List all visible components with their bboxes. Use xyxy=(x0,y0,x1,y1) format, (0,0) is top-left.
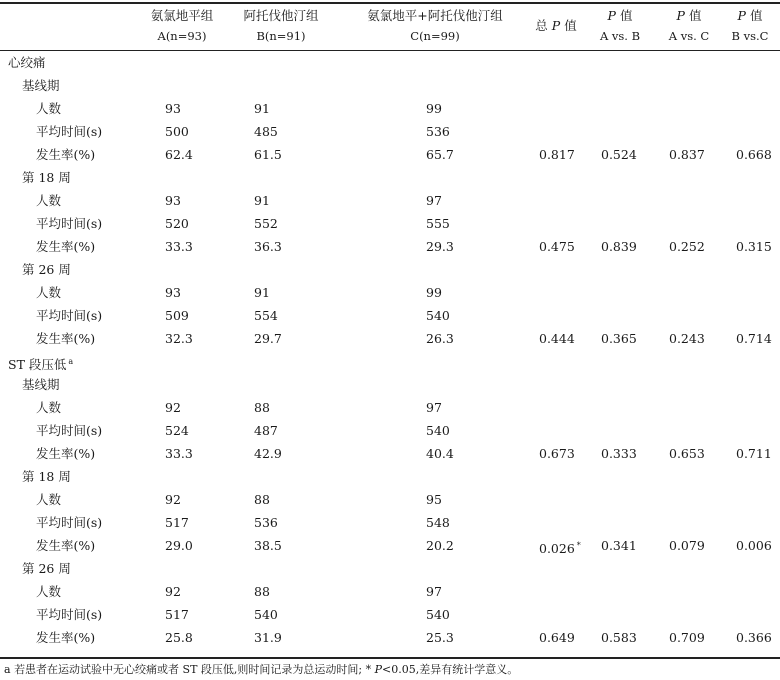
table-row xyxy=(0,258,780,281)
cell-b: 61.5 xyxy=(254,147,282,162)
cell-p-bc: 0.006 xyxy=(736,538,772,553)
cell-a: 92 xyxy=(165,584,181,599)
header-col-c xyxy=(345,6,525,46)
table-row xyxy=(0,235,780,258)
header-col-ac xyxy=(656,6,722,46)
cell-c: 97 xyxy=(426,584,442,599)
table-row xyxy=(0,511,780,534)
cell-c: 26.3 xyxy=(426,331,454,346)
cell-p-bc: 0.668 xyxy=(736,147,772,162)
cell-a: 32.3 xyxy=(165,331,193,346)
cell-c: 548 xyxy=(426,515,450,530)
header-col-p xyxy=(526,16,586,36)
table-row xyxy=(0,97,780,120)
cell-b: 91 xyxy=(254,285,270,300)
cell-p-ac: 0.709 xyxy=(669,630,705,645)
metric-label: 发生率(%) xyxy=(36,630,96,645)
cell-c: 540 xyxy=(426,607,450,622)
cell-b: 487 xyxy=(254,423,278,438)
footnote-text-1: 若患者在运动试验中无心绞痛或者 ST 段压低,则时间记录为总运动时间; xyxy=(14,663,363,676)
header-col-ac-p: P xyxy=(676,8,685,23)
cell-p-ab: 0.333 xyxy=(601,446,637,461)
header-col-ac-sub: A vs. C xyxy=(668,29,710,43)
cell-c: 97 xyxy=(426,400,442,415)
cell-b: 91 xyxy=(254,193,270,208)
cell-a: 33.3 xyxy=(165,239,193,254)
period-label: 基线期 xyxy=(22,78,60,93)
cell-a: 524 xyxy=(165,423,189,438)
table-row xyxy=(0,189,780,212)
table-row xyxy=(0,143,780,166)
header-col-ab-sub: A vs. B xyxy=(599,29,641,43)
cell-p-ab: 0.341 xyxy=(601,538,637,553)
significance-marker: * xyxy=(576,541,581,550)
cell-p-ac: 0.252 xyxy=(669,239,705,254)
header-col-p-suffix: 值 xyxy=(564,18,577,33)
metric-label: 人数 xyxy=(36,101,62,116)
table-row xyxy=(0,396,780,419)
cell-b: 31.9 xyxy=(254,630,282,645)
table-row xyxy=(0,557,780,580)
cell-a: 93 xyxy=(165,101,181,116)
cell-p-ac: 0.243 xyxy=(669,331,705,346)
cell-p-bc: 0.714 xyxy=(736,331,772,346)
header-col-a-name: 氨氯地平组 xyxy=(150,8,214,23)
metric-label: 发生率(%) xyxy=(36,147,96,162)
cell-c: 99 xyxy=(426,101,442,116)
cell-p-ab: 0.839 xyxy=(601,239,637,254)
cell-p-ac: 0.653 xyxy=(669,446,705,461)
cell-a: 29.0 xyxy=(165,538,193,553)
header-col-b-name: 阿托伐他汀组 xyxy=(243,8,319,23)
cell-b: 29.7 xyxy=(254,331,282,346)
metric-label: 发生率(%) xyxy=(36,446,96,461)
cell-p-bc: 0.366 xyxy=(736,630,772,645)
cell-p-total: 0.673 xyxy=(539,446,575,461)
metric-label: 人数 xyxy=(36,584,62,599)
cell-b: 536 xyxy=(254,515,278,530)
table-row xyxy=(0,626,780,649)
footnote-p: P xyxy=(374,663,383,676)
cell-c: 29.3 xyxy=(426,239,454,254)
metric-label: 平均时间(s) xyxy=(36,515,103,530)
cell-a: 92 xyxy=(165,400,181,415)
header-col-b xyxy=(226,6,336,46)
table-row xyxy=(0,373,780,396)
table-row xyxy=(0,488,780,511)
cell-b: 554 xyxy=(254,308,278,323)
table-row xyxy=(0,212,780,235)
metric-label: 平均时间(s) xyxy=(36,216,103,231)
cell-c: 65.7 xyxy=(426,147,454,162)
period-label: 第 26 周 xyxy=(22,262,71,277)
table-row xyxy=(0,74,780,97)
header-col-bc-sub: B vs.C xyxy=(731,29,769,43)
cell-b: 540 xyxy=(254,607,278,622)
table-row xyxy=(0,419,780,442)
footnote-star: * xyxy=(365,663,372,676)
table-row xyxy=(0,580,780,603)
table-top-rule xyxy=(0,2,780,4)
cell-p-ab: 0.583 xyxy=(601,630,637,645)
table-row xyxy=(0,350,780,373)
cell-a: 93 xyxy=(165,193,181,208)
cell-c: 40.4 xyxy=(426,446,454,461)
period-label: 第 26 周 xyxy=(22,561,71,576)
cell-a: 520 xyxy=(165,216,189,231)
table-row xyxy=(0,304,780,327)
header-col-p-prefix: 总 xyxy=(535,18,548,33)
cell-p-ac: 0.079 xyxy=(669,538,705,553)
cell-b: 485 xyxy=(254,124,278,139)
cell-a: 509 xyxy=(165,308,189,323)
header-col-ab-p: P xyxy=(607,8,616,23)
cell-b: 88 xyxy=(254,400,270,415)
cell-a: 500 xyxy=(165,124,189,139)
metric-label: 发生率(%) xyxy=(36,538,96,553)
table-row xyxy=(0,120,780,143)
cell-c: 99 xyxy=(426,285,442,300)
table-row xyxy=(0,603,780,626)
cell-p-total-value: 0.026 xyxy=(539,541,575,557)
table-row xyxy=(0,327,780,350)
cell-a: 517 xyxy=(165,607,189,622)
period-label: 第 18 周 xyxy=(22,170,71,185)
header-col-c-name: 氨氯地平+阿托伐他汀组 xyxy=(367,8,503,23)
cell-p-total: 0.649 xyxy=(539,630,575,645)
metric-label: 人数 xyxy=(36,492,62,507)
table-row xyxy=(0,442,780,465)
cell-c: 536 xyxy=(426,124,450,139)
table-row xyxy=(0,281,780,304)
header-col-ab xyxy=(588,6,652,46)
header-col-b-sub: B(n=91) xyxy=(256,29,306,43)
header-col-a-sub: A(n=93) xyxy=(157,29,207,43)
cell-a: 517 xyxy=(165,515,189,530)
table-row xyxy=(0,465,780,488)
cell-p-bc: 0.711 xyxy=(736,446,772,461)
header-col-a xyxy=(132,6,232,46)
cell-p-total: 0.817 xyxy=(539,147,575,162)
period-label: 基线期 xyxy=(22,377,60,392)
cell-a: 62.4 xyxy=(165,147,193,162)
cell-a: 25.8 xyxy=(165,630,193,645)
metric-label: 人数 xyxy=(36,400,62,415)
metric-label: 人数 xyxy=(36,285,62,300)
cell-p-total: 0.444 xyxy=(539,331,575,346)
table-footnote xyxy=(4,663,518,677)
cell-a: 92 xyxy=(165,492,181,507)
cell-b: 88 xyxy=(254,584,270,599)
cell-b: 42.9 xyxy=(254,446,282,461)
metric-label: 发生率(%) xyxy=(36,331,96,346)
section-label-text: ST 段压低 xyxy=(8,357,67,373)
period-label: 第 18 周 xyxy=(22,469,71,484)
cell-c: 20.2 xyxy=(426,538,454,553)
cell-a: 33.3 xyxy=(165,446,193,461)
footnote-a-marker: a xyxy=(4,663,11,676)
table-row xyxy=(0,51,780,74)
metric-label: 发生率(%) xyxy=(36,239,96,254)
header-col-bc-p: P xyxy=(737,8,746,23)
header-col-p-p: P xyxy=(551,18,561,33)
cell-a: 93 xyxy=(165,285,181,300)
metric-label: 平均时间(s) xyxy=(36,124,103,139)
cell-c: 95 xyxy=(426,492,442,507)
cell-b: 88 xyxy=(254,492,270,507)
header-col-bc xyxy=(722,6,778,46)
cell-c: 25.3 xyxy=(426,630,454,645)
table-bottom-rule xyxy=(0,657,780,659)
metric-label: 平均时间(s) xyxy=(36,308,103,323)
cell-p-ac: 0.837 xyxy=(669,147,705,162)
header-col-bc-suffix: 值 xyxy=(749,8,763,23)
header-col-ab-suffix: 值 xyxy=(619,8,633,23)
metric-label: 人数 xyxy=(36,193,62,208)
cell-p-bc: 0.315 xyxy=(736,239,772,254)
cell-c: 540 xyxy=(426,308,450,323)
cell-b: 552 xyxy=(254,216,278,231)
section-label: 心绞痛 xyxy=(8,55,46,70)
cell-c: 540 xyxy=(426,423,450,438)
cell-p-total: 0.475 xyxy=(539,239,575,254)
cell-b: 36.3 xyxy=(254,239,282,254)
cell-b: 38.5 xyxy=(254,538,282,553)
footnote-marker-a: a xyxy=(68,357,74,366)
cell-b: 91 xyxy=(254,101,270,116)
header-col-ac-suffix: 值 xyxy=(688,8,702,23)
header-col-c-sub: C(n=99) xyxy=(410,29,460,43)
cell-c: 555 xyxy=(426,216,450,231)
table-row xyxy=(0,166,780,189)
table-row xyxy=(0,534,780,557)
footnote-text-2: <0.05,差异有统计学意义。 xyxy=(382,663,519,676)
cell-c: 97 xyxy=(426,193,442,208)
cell-p-ab: 0.524 xyxy=(601,147,637,162)
cell-p-ab: 0.365 xyxy=(601,331,637,346)
metric-label: 平均时间(s) xyxy=(36,423,103,438)
metric-label: 平均时间(s) xyxy=(36,607,103,622)
